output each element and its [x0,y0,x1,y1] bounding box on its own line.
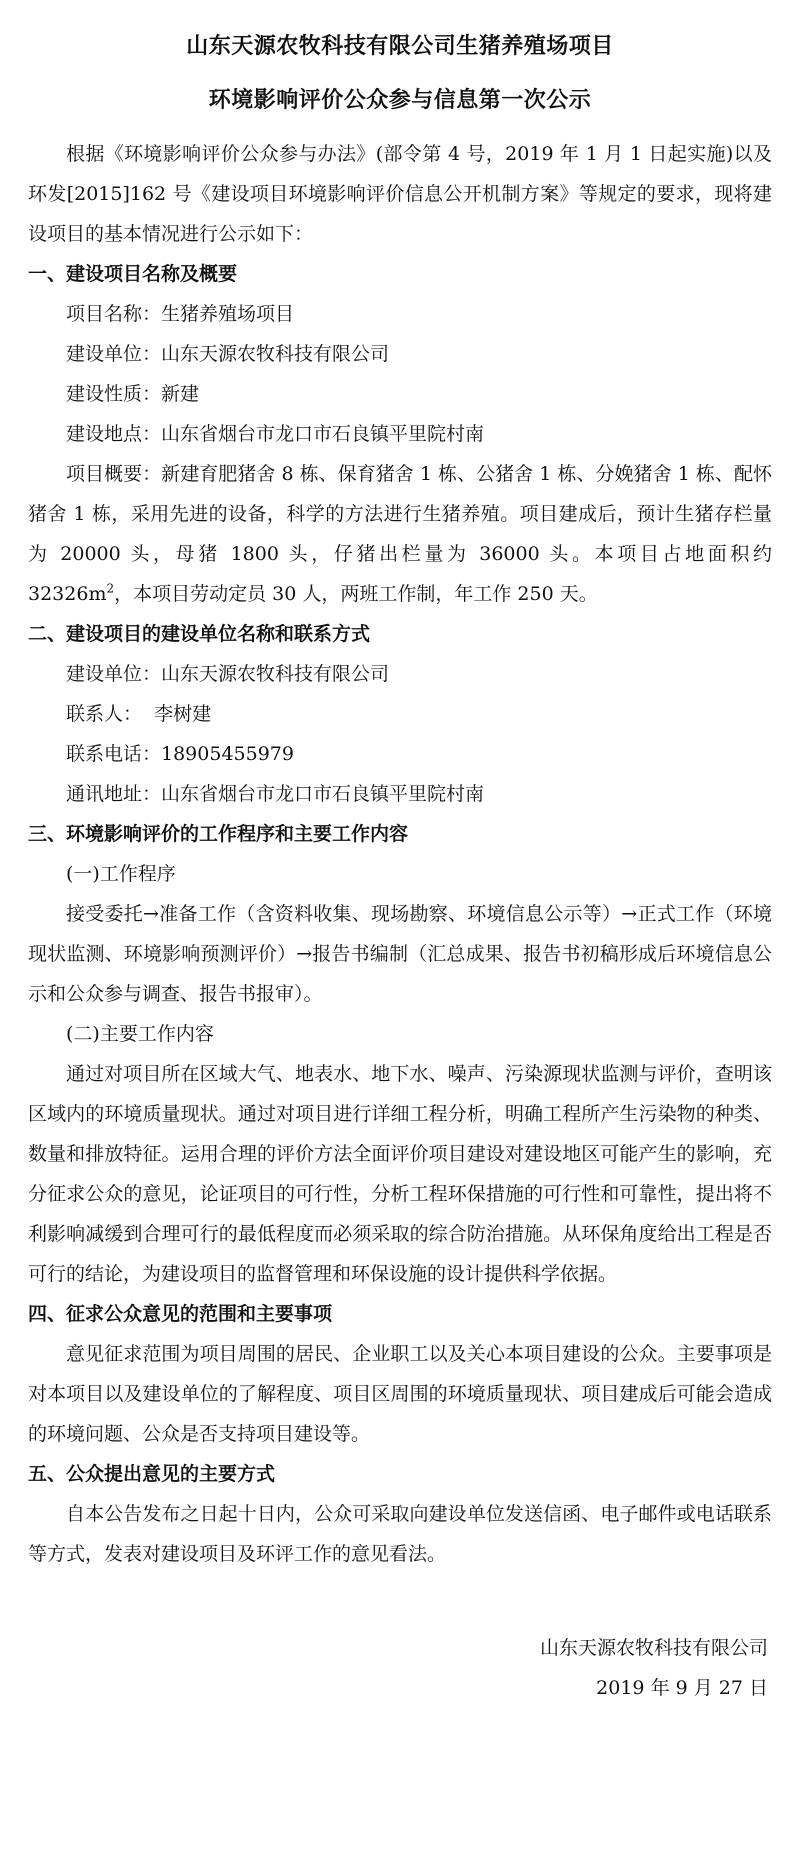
contact-address: 通讯地址：山东省烟台市龙口市石良镇平里院村南 [66,783,485,805]
signature-company: 山东天源农牧科技有限公司 [539,1637,768,1659]
work-procedure-text: 接受委托→准备工作（含资料收集、现场勘察、环境信息公示等）→正式工作（环境现状监测、环境影响预测评价）→报告书编制（汇总成果、报告书初稿形成后环境信息公示和公众参与调查、报告书报审）。 [28,903,772,1005]
work-procedure-subheading: (一)工作程序 [66,863,176,885]
construction-location: 建设地点：山东省烟台市龙口市石良镇平里院村南 [66,423,485,445]
overview-text: 项目概要：新建育肥猪舍 8 栋、保育猪舍 1 栋、公猪舍 1 栋、分娩猪舍 1 栋、配怀猪舍 1 栋，采用先进的设备，科学的方法进行生猪养殖。项目建成后，预计生猪存栏量为 20000 头，母猪 1800 头，仔猪出栏量为 36000 头。本项目占地面积约 32326m [28,463,772,605]
opinion-scope-text: 意见征求范围为项目周围的居民、企业职工以及关心本项目建设的公众。主要事项是对本项目以及建设单位的了解程度、项目区周围的环境质量现状、项目建成后可能会造成的环境问题、公众是否支持项目建设等。 [28,1343,772,1445]
opinion-method-text: 自本公告发布之日起十日内，公众可采取向建设单位发送信函、电子邮件或电话联系等方式，发表对建设项目及环评工作的意见看法。 [28,1503,772,1565]
overview-text-tail: ，本项目劳动定员 30 人，两班工作制，年工作 250 天。 [114,583,598,605]
section-1-heading: 一、建设项目名称及概要 [28,263,238,285]
section-4-heading: 四、征求公众意见的范围和主要事项 [28,1303,333,1325]
main-work-text: 通过对项目所在区域大气、地表水、地下水、噪声、污染源现状监测与评价，查明该区域内的环境质量现状。通过对项目进行详细工程分析，明确工程所产生污染物的种类、数量和排放特征。运用合理的评价方法全面评价项目建设对建设地区可能产生的影响，充分征求公众的意见，论证项目的可行性，分析工程环保措施的可行性和可靠性，提出将不利影响减缓到合理可行的最低程度而必须采取的综合防治措施。从环保角度给出工程是否可行的结论，为建设项目的监督管理和环保设施的设计提供科学依据。 [28,1063,772,1285]
signature-block [28,1628,772,1708]
project-name: 项目名称：生猪养殖场项目 [66,303,295,325]
builder-unit: 建设单位：山东天源农牧科技有限公司 [66,343,390,365]
overview-superscript: 2 [106,581,115,596]
section-3-heading: 三、环境影响评价的工作程序和主要工作内容 [28,823,409,845]
contact-builder-unit: 建设单位：山东天源农牧科技有限公司 [66,663,390,685]
intro-paragraph: 根据《环境影响评价公众参与办法》(部令第 4 号，2019 年 1 月 1 日起实施)以及环发[2015]162 号《建设项目环境影响评价信息公开机制方案》等规定的要求，现将建设项目的基本情况进行公示如下： [28,143,772,245]
main-work-subheading: (二)主要工作内容 [66,1023,214,1045]
document-subtitle: 环境影响评价公众参与信息第一次公示 [208,87,592,113]
contact-person: 联系人： 李树建 [66,703,212,725]
section-5-heading: 五、公众提出意见的主要方式 [28,1463,276,1485]
document-title: 山东天源农牧科技有限公司生猪养殖场项目 [186,33,614,59]
section-2-heading: 二、建设项目的建设单位名称和联系方式 [28,623,371,645]
project-overview [28,454,772,614]
contact-phone: 联系电话：18905455979 [66,743,294,765]
signature-date: 2019 年 9 月 27 日 [596,1677,768,1699]
construction-nature: 建设性质：新建 [66,383,200,405]
